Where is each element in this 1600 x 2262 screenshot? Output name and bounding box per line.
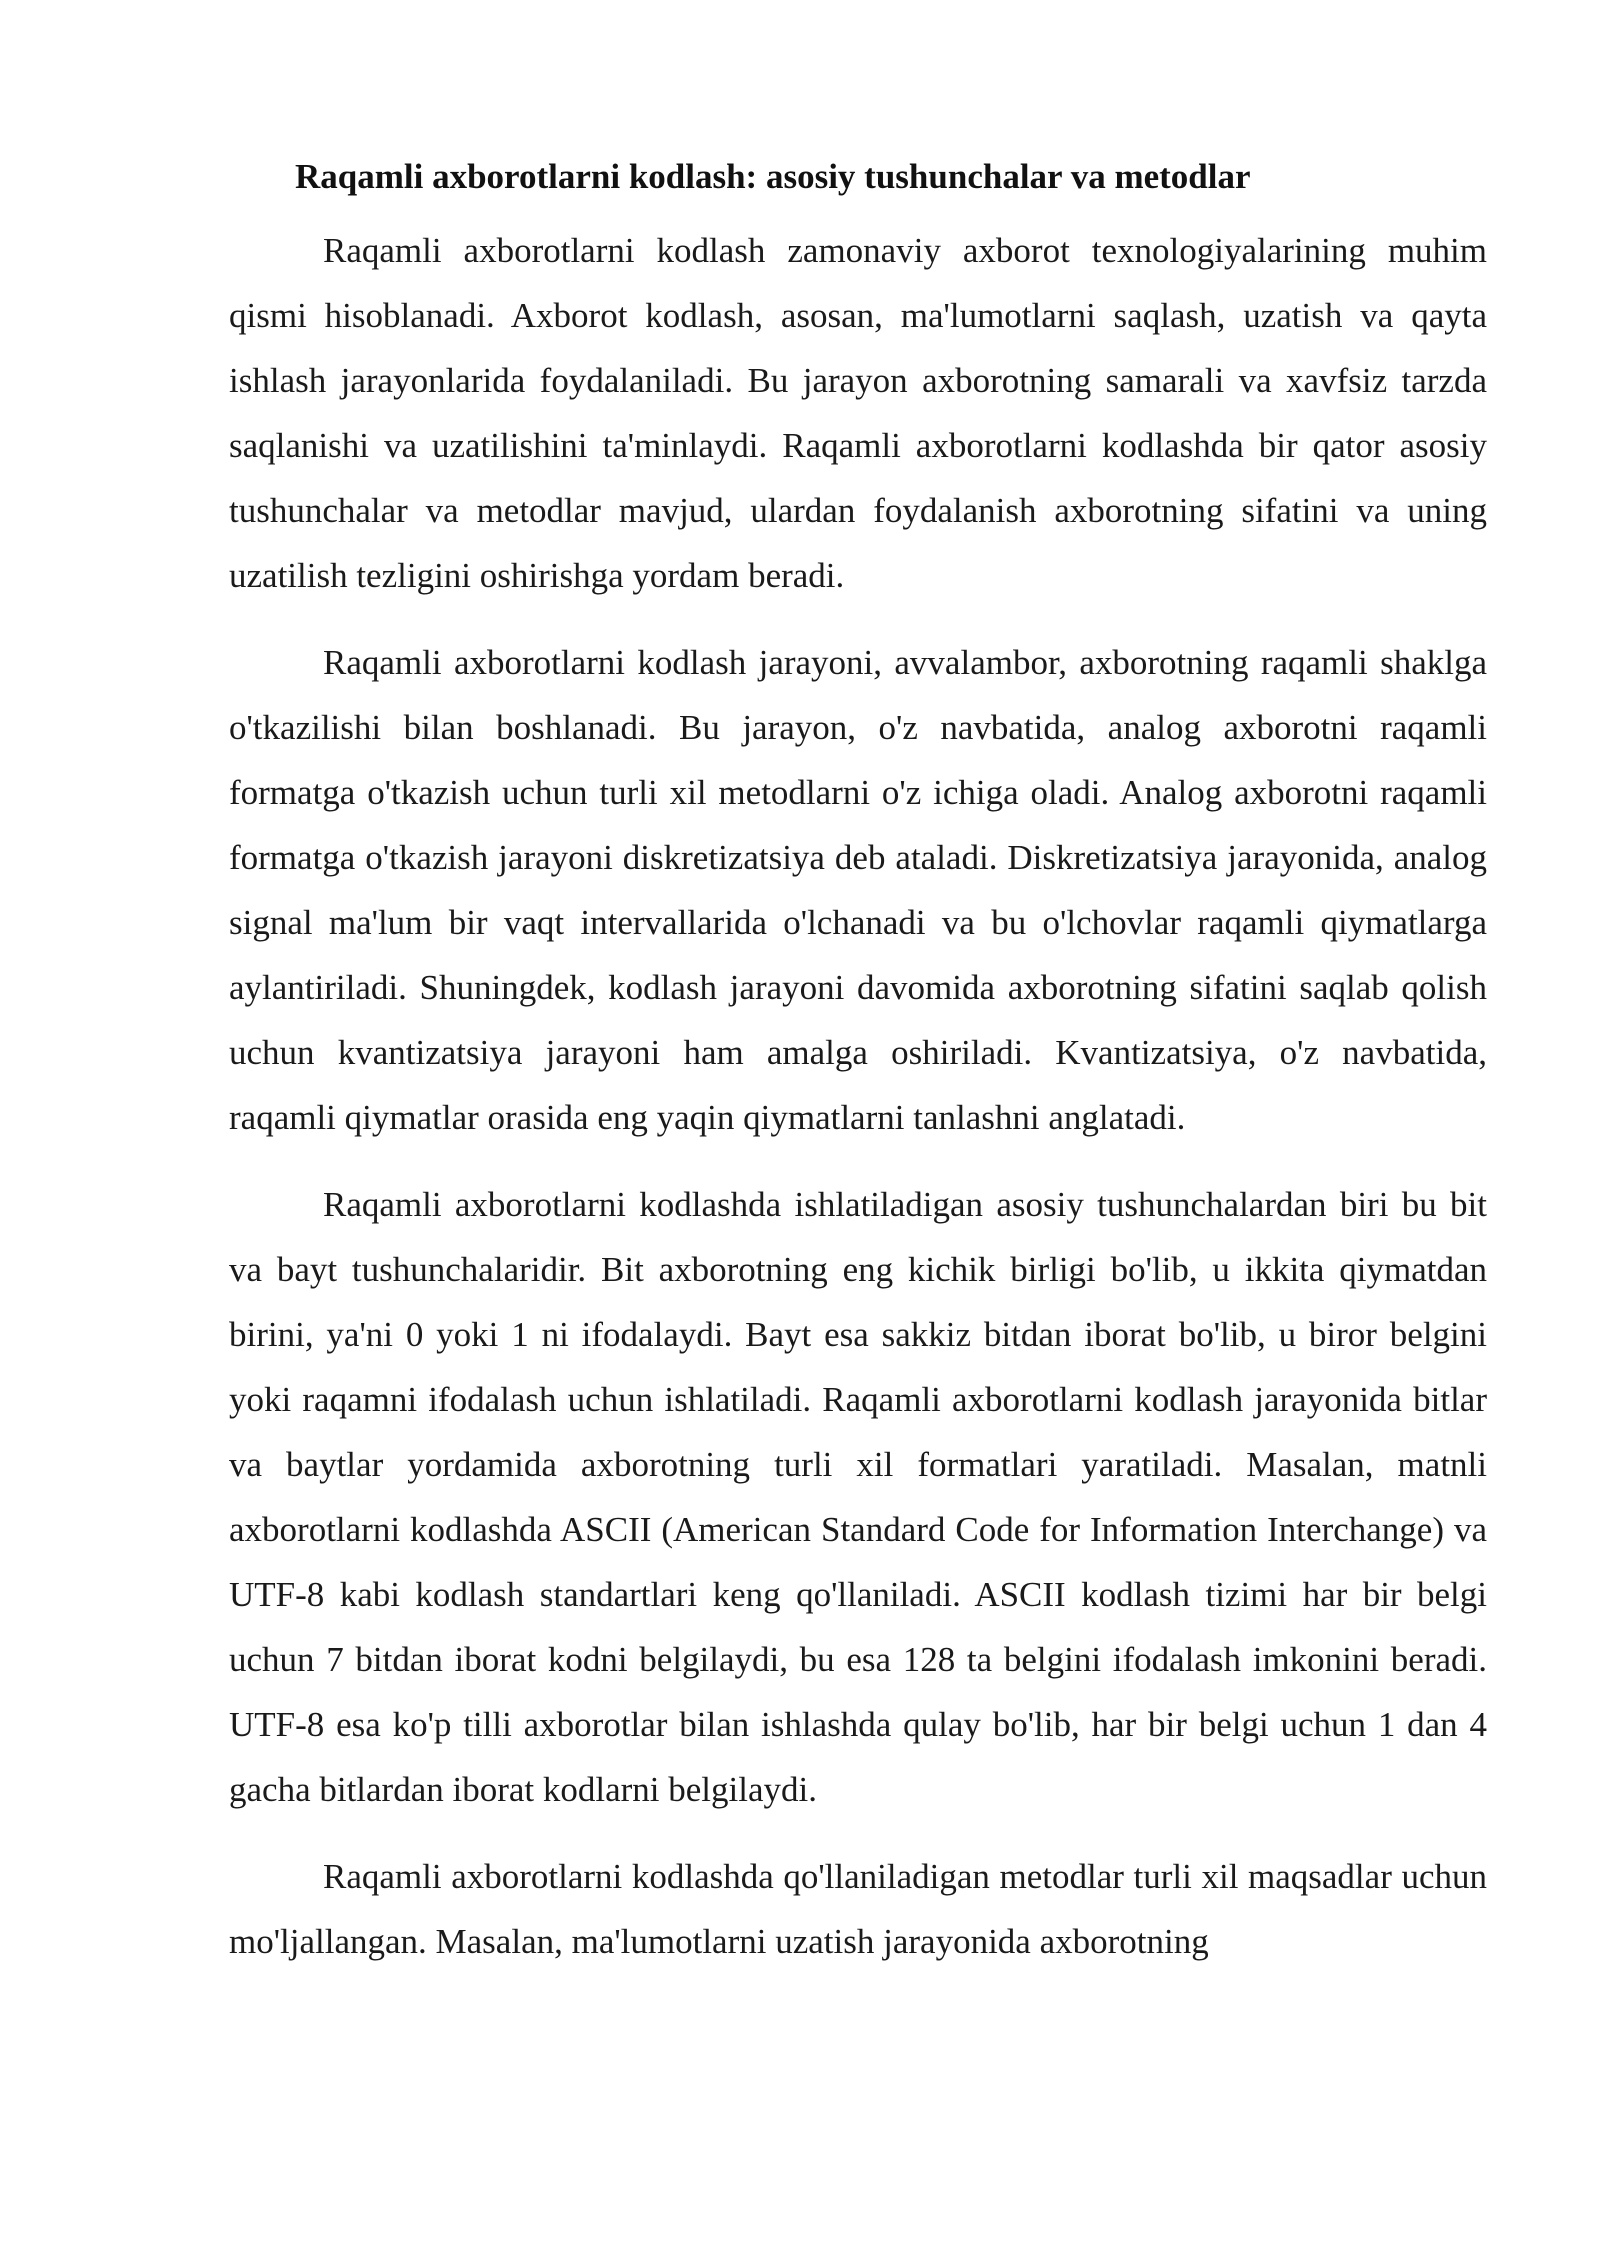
paragraph-1: Raqamli axborotlarni kodlash zamonaviy axborot texnologiyalarining muhim qismi hisoblanadi. Axborot kodlash, asosan, ma'lumotlarni saqlash, uzatish va qayta ishlash jarayonlarida foydalaniladi. Bu jarayon axborotning samarali va xavfsiz tarzda saqlanishi va uzatilishini ta'minlaydi. Raqamli axborotlarni kodlashda bir qator asosiy tushunchalar va metodlar mavjud, ulardan foydalanish axborotning sifatini va uning uzatilish tezligini oshirishga yordam beradi. [229,231,1487,595]
document-title: Raqamli axborotlarni kodlash: asosiy tushunchalar va metodlar [295,157,1251,196]
paragraph-3: Raqamli axborotlarni kodlashda ishlatiladigan asosiy tushunchalardan biri bu bit va bayt tushunchalaridir. Bit axborotning eng kichik birligi bo'lib, u ikkita qiymatdan birini, ya'ni 0 yoki 1 ni ifodalaydi. Bayt esa sakkiz bitdan iborat bo'lib, u biror belgini yoki raqamni ifodalash uchun ishlatiladi. Raqamli axborotlarni kodlash jarayonida bitlar va baytlar yordamida axborotning turli xil formatlari yaratiladi. Masalan, matnli axborotlarni kodlashda ASCII (American Standard Code for Information Interchange) va UTF-8 kabi kodlash standartlari keng qo'llaniladi. ASCII kodlash tizimi har bir belgi uchun 7 bitdan iborat kodni belgilaydi, bu esa 128 ta belgini ifodalash imkonini beradi. UTF-8 esa ko'p tilli axborotlar bilan ishlashda qulay bo'lib, har bir belgi uchun 1 dan 4 gacha bitlardan iborat kodlarni belgilaydi. [229,1185,1487,1809]
document-body [229,148,1487,1996]
paragraph-2: Raqamli axborotlarni kodlash jarayoni, avvalambor, axborotning raqamli shaklga o'tkazilishi bilan boshlanadi. Bu jarayon, o'z navbatida, analog axborotni raqamli formatga o'tkazish uchun turli xil metodlarni o'z ichiga oladi. Analog axborotni raqamli formatga o'tkazish jarayoni diskretizatsiya deb ataladi. Diskretizatsiya jarayonida, analog signal ma'lum bir vaqt intervallarida o'lchanadi va bu o'lchovlar raqamli qiymatlarga aylantiriladi. Shuningdek, kodlash jarayoni davomida axborotning sifatini saqlab qolish uchun kvantizatsiya jarayoni ham amalga oshiriladi. Kvantizatsiya, o'z navbatida, raqamli qiymatlar orasida eng yaqin qiymatlarni tanlashni anglatadi. [229,643,1487,1137]
paragraph-4: Raqamli axborotlarni kodlashda qo'llaniladigan metodlar turli xil maqsadlar uchun mo'ljallangan. Masalan, ma'lumotlarni uzatish jarayonida axborotning [229,1857,1487,1961]
